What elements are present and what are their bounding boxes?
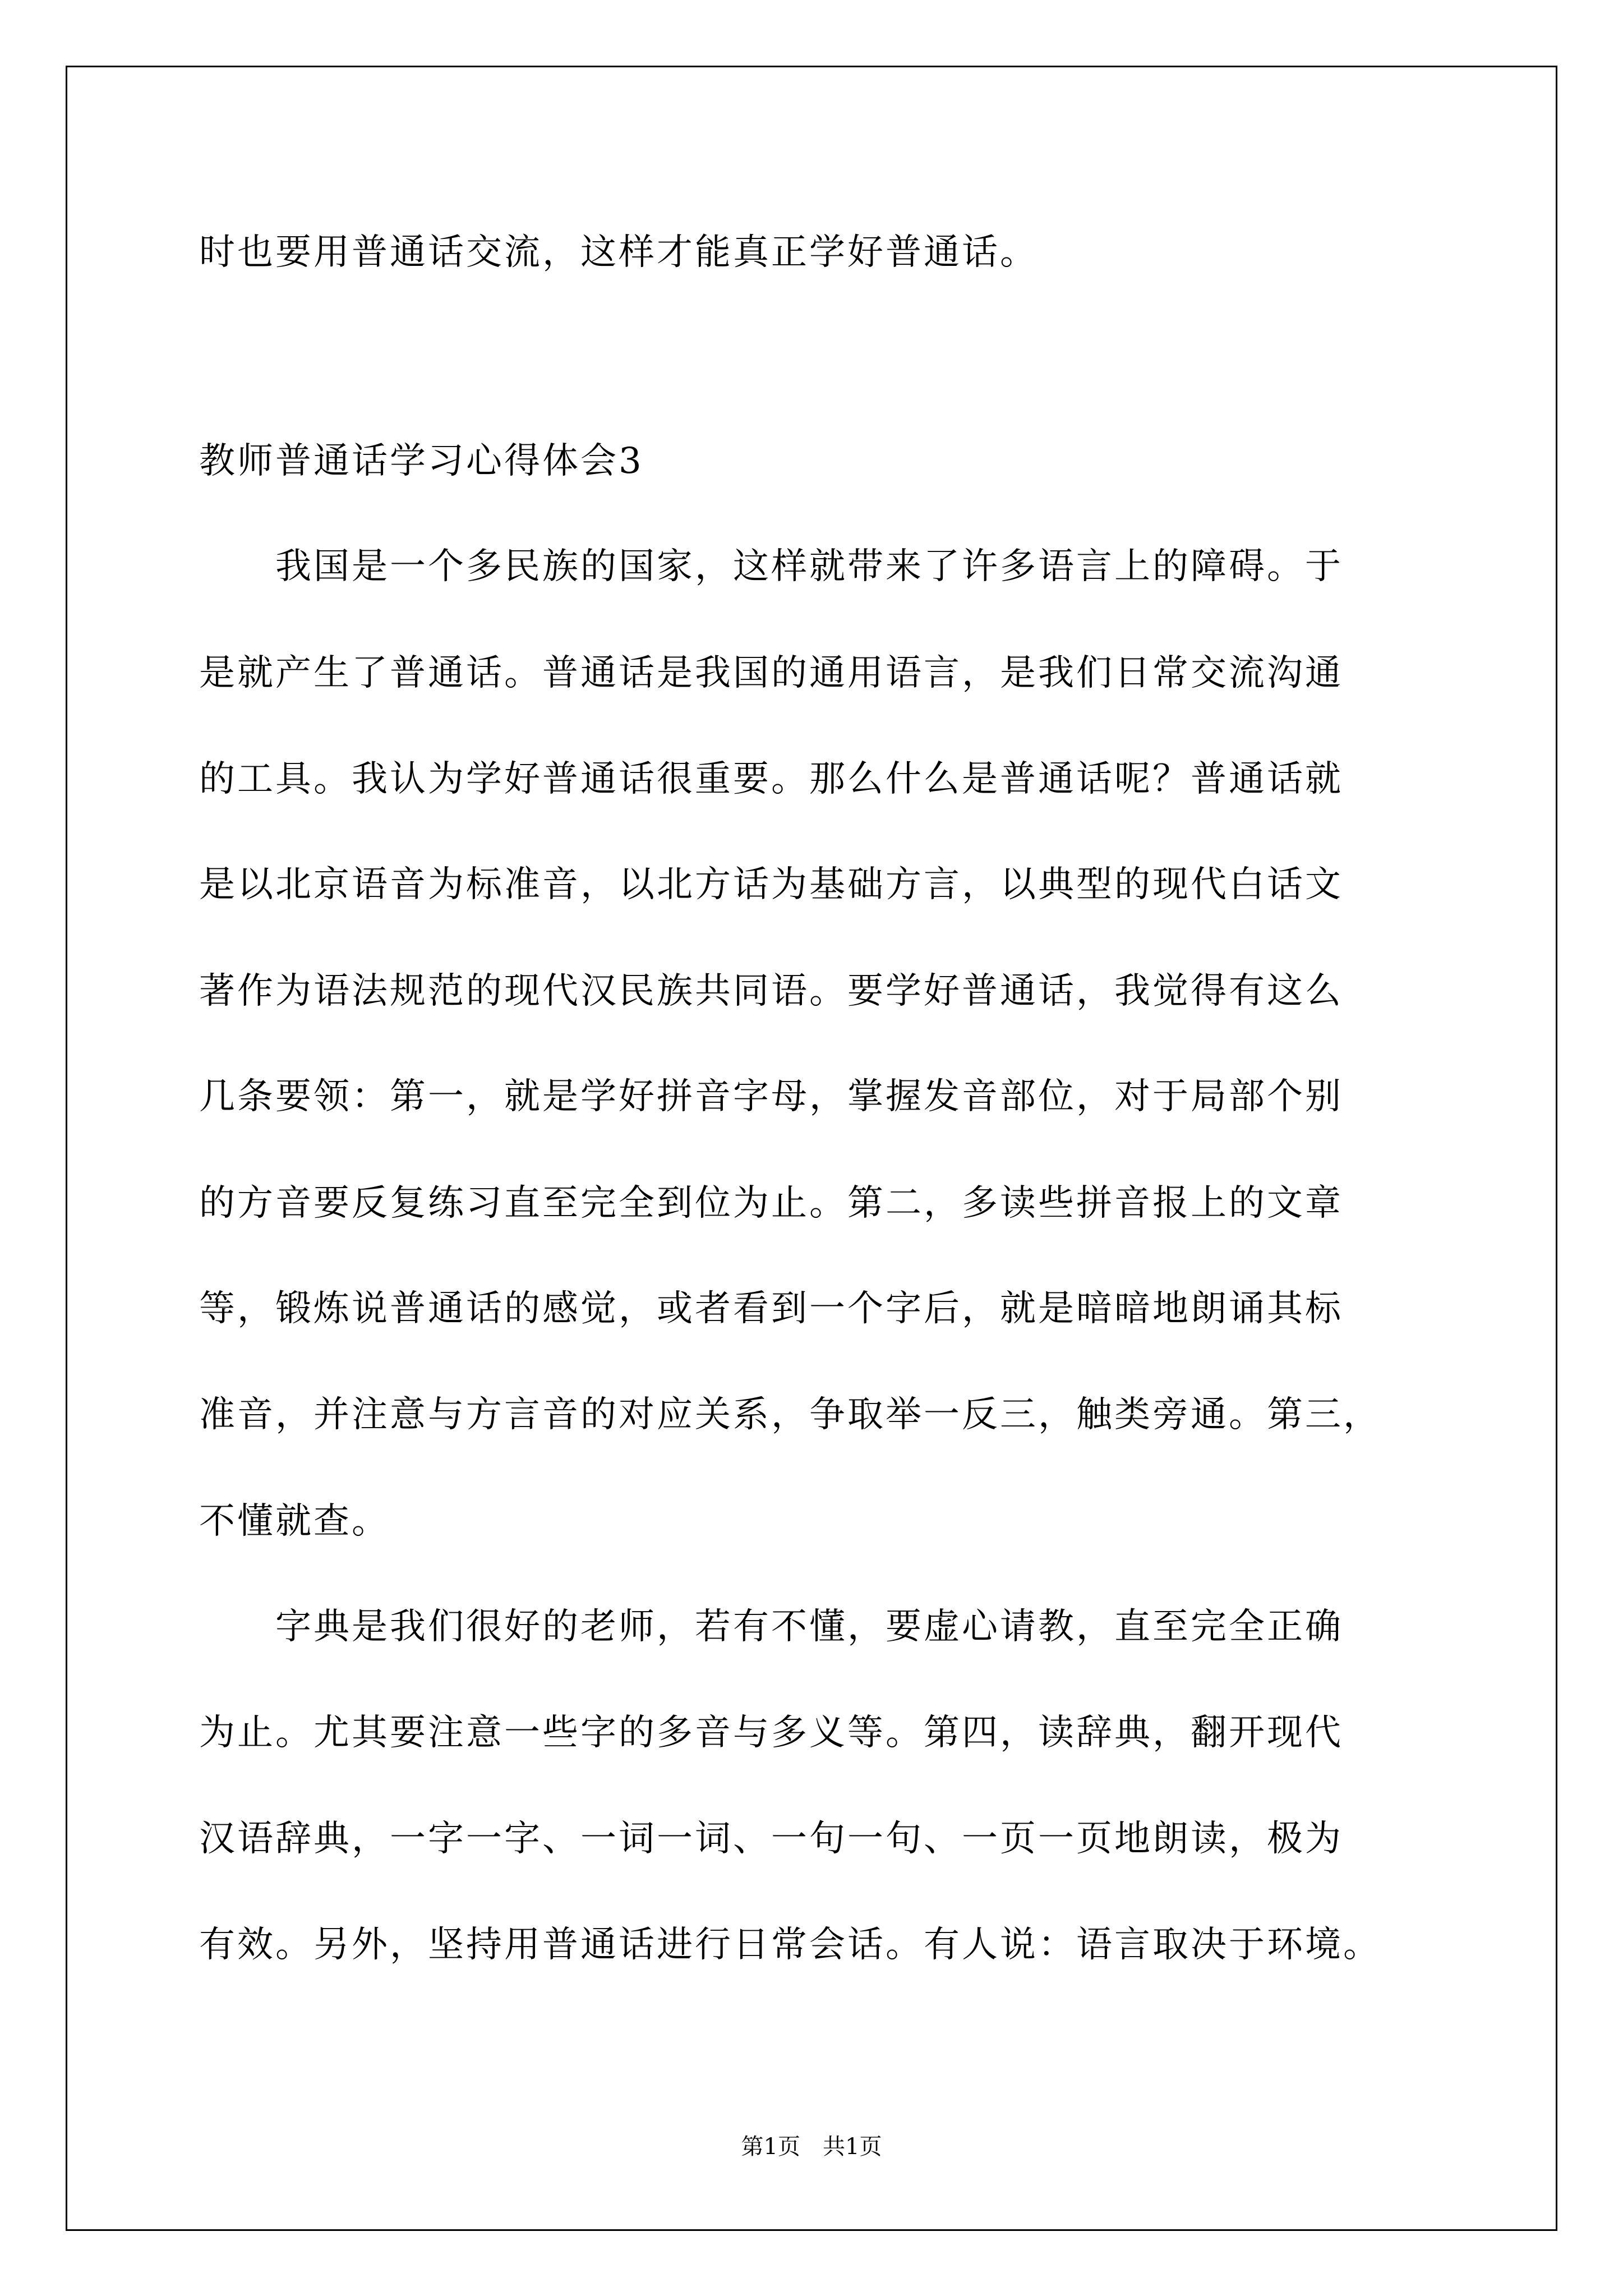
section-heading: 教师普通话学习心得体会3 [199, 440, 644, 482]
page-footer: 第1页 共1页 [741, 2134, 882, 2160]
text-line: 字典是我们很好的老师，若有不懂，要虚心请教，直至完全正确 [199, 1606, 1343, 1648]
text-line: 几条要领：第一，就是学好拼音字母，掌握发音部位，对于局部个别 [199, 1076, 1343, 1117]
text-line: 是以北京语音为标准音，以北方话为基础方言，以典型的现代白话文 [199, 864, 1343, 905]
page-border [66, 66, 1557, 2231]
text-line: 的工具。我认为学好普通话很重要。那么什么是普通话呢？普通话就 [199, 758, 1343, 800]
text-line: 汉语辞典，一字一字、一词一词、一句一句、一页一页地朗读，极为 [199, 1818, 1343, 1860]
text-line: 为止。尤其要注意一些字的多音与多义等。第四，读辞典，翻开现代 [199, 1712, 1343, 1754]
text-line: 的方音要反复练习直至完全到位为止。第二，多读些拼音报上的文章 [199, 1182, 1343, 1224]
text-line: 不懂就查。 [199, 1501, 390, 1542]
text-line: 我国是一个多民族的国家，这样就带来了许多语言上的障碍。于 [199, 546, 1343, 587]
text-line: 准音，并注意与方言音的对应关系，争取举一反三，触类旁通。第三， [199, 1394, 1381, 1435]
text-line: 等，锻炼说普通话的感觉，或者看到一个字后，就是暗暗地朗诵其标 [199, 1288, 1343, 1329]
text-line: 有效。另外，坚持用普通话进行日常会话。有人说：语言取决于环境。 [199, 1924, 1381, 1966]
text-line: 时也要用普通话交流，这样才能真正学好普通话。 [199, 232, 1038, 273]
text-line: 著作为语法规范的现代汉民族共同语。要学好普通话，我觉得有这么 [199, 970, 1343, 1012]
text-line: 是就产生了普通话。普通话是我国的通用语言，是我们日常交流沟通 [199, 652, 1343, 694]
